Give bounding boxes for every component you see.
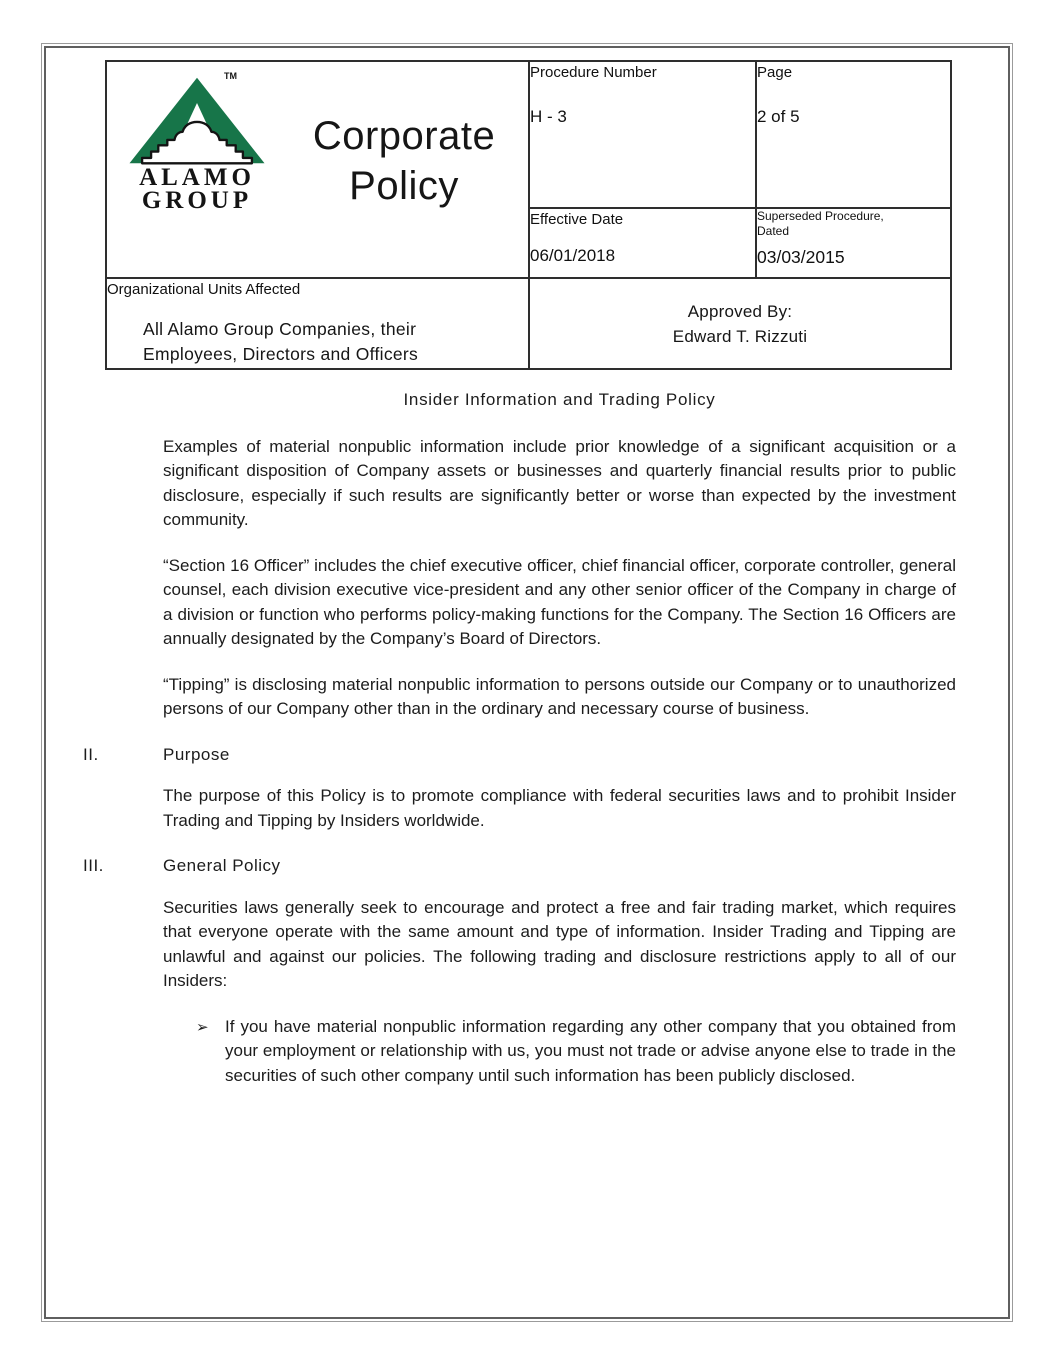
intro-paragraph-2: “Section 16 Officer” includes the chief executive officer, chief financial officer, corporate controller, general counsel, each division executive vice-president and any other senior officer of the Company in charge of a division or function who performs policy-making functions for the Company. The Section 16 Officers are annually designated by the Company’s Board of Directors. — [163, 555, 956, 648]
org-units-value — [143, 317, 528, 367]
document-type-line1: Corporate — [312, 114, 496, 158]
effective-date-value: 06/01/2018 — [530, 246, 616, 265]
arrow-bullet-icon: ➢ — [196, 1017, 209, 1036]
page-label: Page — [757, 64, 793, 81]
policy-header-table — [105, 60, 952, 370]
alamo-a-icon — [128, 76, 266, 166]
superseded-procedure-value: 03/03/2015 — [757, 247, 845, 267]
approved-by-cell — [529, 278, 951, 369]
document-type-line2: Policy — [349, 164, 459, 208]
document-title: Insider Information and Trading Policy — [403, 390, 716, 409]
document-body — [80, 388, 956, 1109]
section-title: General Policy — [163, 856, 281, 875]
effective-date-label: Effective Date — [530, 211, 624, 228]
document-type-title — [279, 111, 529, 211]
intro-paragraph-3: “Tipping” is disclosing material nonpublic information to persons outside our Company or to unauthorized persons of our Company other than in the ordinary and necessary course of business. — [163, 674, 956, 718]
brand-cell — [106, 61, 529, 278]
logo-word-alamo: ALAMO — [139, 164, 255, 191]
org-units-cell — [106, 278, 529, 369]
section-general-policy — [80, 854, 956, 1088]
superseded-procedure-cell — [756, 208, 951, 278]
general-policy-paragraph: Securities laws generally seek to encourage and protect a free and fair trading market, which requires that everyone operate with the same amount and type of information. Insider Trading and Tipping are unlawful and against our policies. The following trading and disclosure restrictions apply to all of our Insiders: — [163, 897, 956, 990]
approved-by-value: Edward T. Rizzuti — [672, 326, 808, 346]
section-heading-general-policy — [80, 854, 956, 879]
intro-paragraph-1: Examples of material nonpublic information include prior knowledge of a significant acquisition or a significant disposition of Company assets or businesses and quarterly financial results prior to public disclosure, especially if such results are significantly better or worse than expected by the investment community. — [163, 436, 956, 529]
effective-date-cell — [529, 208, 756, 278]
approved-by-label: Approved By: — [687, 301, 793, 321]
page-cell — [756, 61, 951, 208]
org-units-label: Organizational Units Affected — [107, 281, 301, 298]
procedure-number-value: H - 3 — [530, 107, 567, 126]
section-numeral: II. — [83, 744, 99, 764]
section-heading-purpose — [80, 743, 956, 768]
section-title: Purpose — [163, 744, 230, 764]
bullet-item — [196, 1015, 956, 1089]
logo-word-group: GROUP — [141, 187, 253, 214]
alamo-group-logo — [121, 64, 273, 212]
procedure-number-cell — [529, 61, 756, 208]
superseded-procedure-label: Superseded Procedure, Dated — [757, 209, 884, 238]
section-numeral: III. — [83, 856, 104, 875]
purpose-paragraph: The purpose of this Policy is to promote compliance with federal securities laws and to prohibit Insider Trading and Tipping by Insiders worldwide. — [163, 786, 956, 830]
trademark-symbol: TM — [224, 71, 237, 81]
procedure-number-label: Procedure Number — [530, 64, 657, 81]
org-units-value-line2: Employees, Directors and Officers — [143, 344, 419, 364]
bullet-text: If you have material nonpublic information regarding any other company that you obtained from your employment or relationship with us, you must not trade or advise anyone else to trade in the securities of such other company until such information has been publicly disclosed. — [225, 1016, 956, 1085]
org-units-value-line1: All Alamo Group Companies, their — [143, 319, 417, 339]
section-purpose — [80, 743, 956, 834]
approved-by — [530, 299, 950, 349]
page-value: 2 of 5 — [757, 107, 800, 126]
